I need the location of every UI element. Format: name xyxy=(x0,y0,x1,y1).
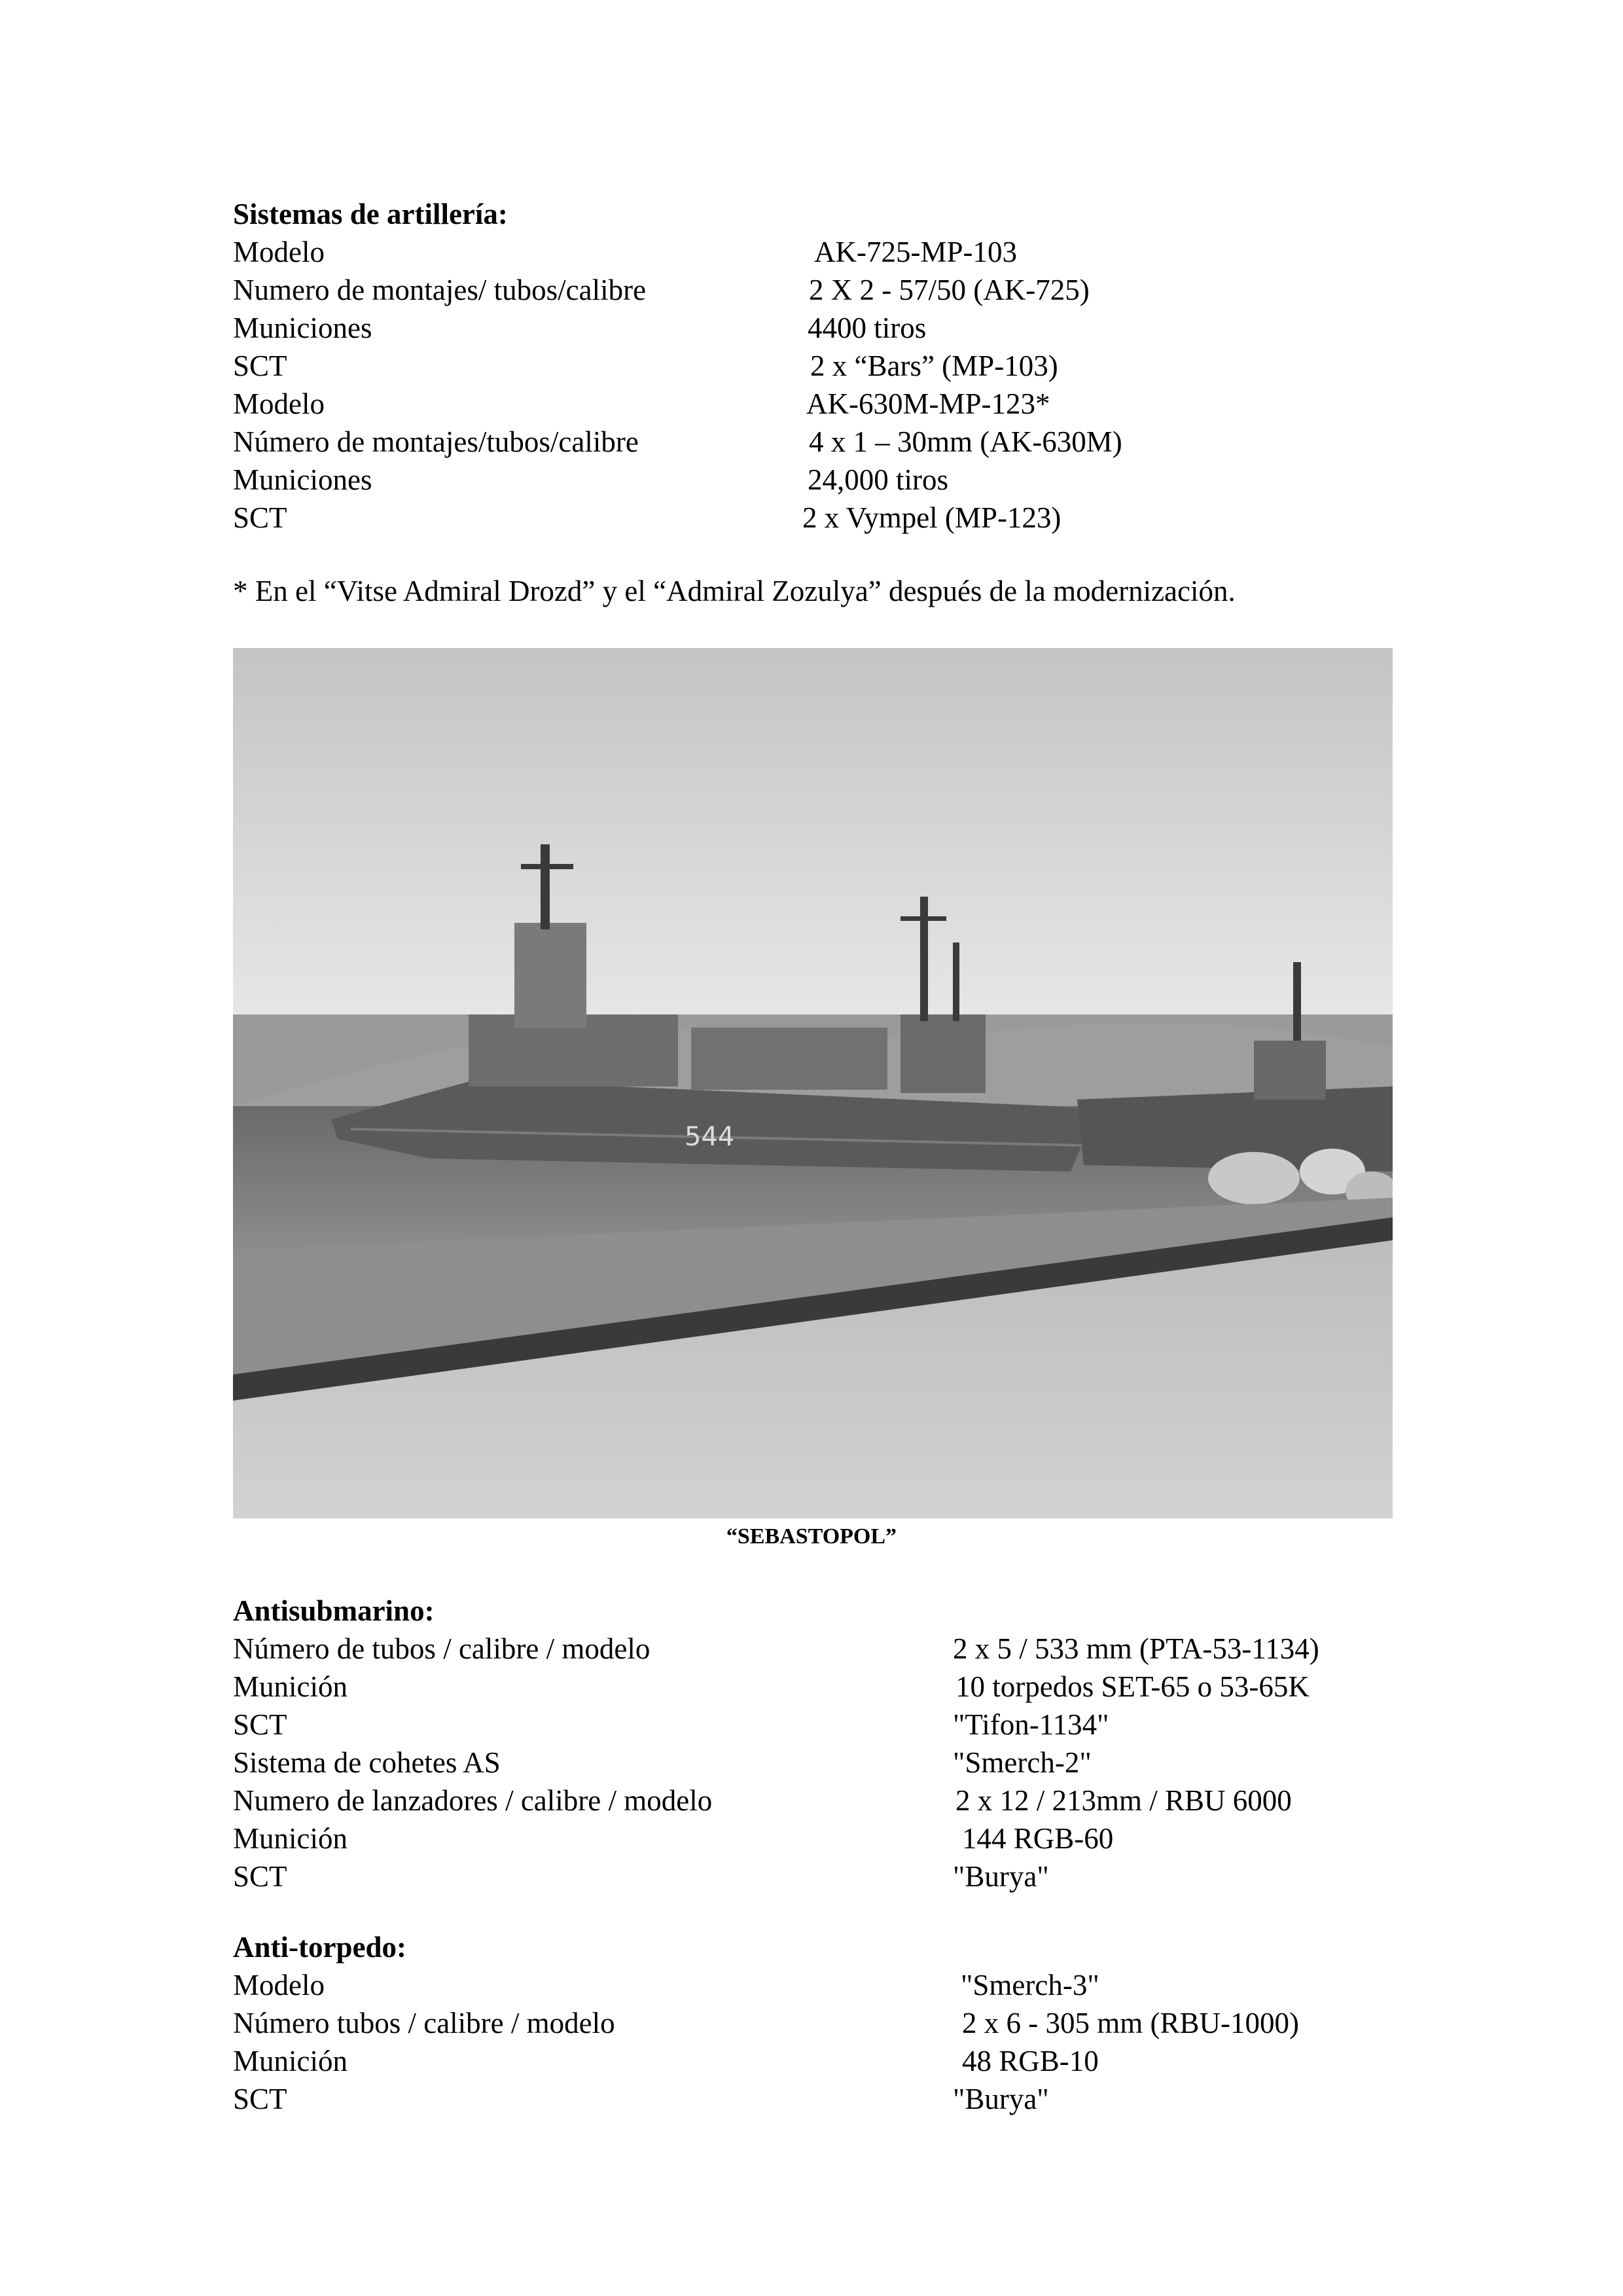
spec-label: SCT xyxy=(233,1860,287,1893)
spec-row xyxy=(233,271,1542,309)
section-heading-artilleria: Sistemas de artillería: xyxy=(233,198,508,230)
spec-row xyxy=(233,385,1542,423)
spec-label: SCT xyxy=(233,2083,287,2115)
spec-value: 4 x 1 – 30mm (AK-630M) xyxy=(809,425,1122,458)
spec-value: "Burya" xyxy=(953,1860,1049,1893)
spec-label: Número de montajes/tubos/calibre xyxy=(233,425,639,458)
spec-row xyxy=(233,1857,1542,1895)
spec-value: "Tifon-1134" xyxy=(953,1708,1109,1741)
spec-label: Número tubos / calibre / modelo xyxy=(233,2007,615,2039)
section-heading-antisubmarino: Antisubmarino: xyxy=(233,1594,435,1627)
spec-row xyxy=(233,1668,1542,1706)
spec-row xyxy=(233,1744,1542,1782)
spec-label: Sistema de cohetes AS xyxy=(233,1746,501,1779)
spec-value: 2 x 6 - 305 mm (RBU-1000) xyxy=(962,2007,1299,2039)
spec-label: Municiones xyxy=(233,463,372,496)
spec-row xyxy=(233,347,1542,385)
spec-value: 2 x 5 / 533 mm (PTA-53-1134) xyxy=(953,1632,1319,1665)
spec-label: Modelo xyxy=(233,236,325,268)
spec-row xyxy=(233,1820,1542,1857)
spec-label: Modelo xyxy=(233,387,325,420)
spec-label: SCT xyxy=(233,501,287,534)
ship-photo xyxy=(233,648,1393,1518)
spec-label: Numero de lanzadores / calibre / modelo xyxy=(233,1784,713,1817)
spec-value: "Burya" xyxy=(953,2083,1049,2115)
spec-label: Municiones xyxy=(233,312,372,344)
spec-value: 10 torpedos SET-65 o 53-65K xyxy=(955,1670,1310,1703)
hull-number: 544 xyxy=(685,1122,735,1152)
spec-row xyxy=(233,423,1542,461)
spec-row xyxy=(233,2080,1542,2118)
section-heading-antitorpedo: Anti-torpedo: xyxy=(233,1931,406,1964)
spec-value: 24,000 tiros xyxy=(808,463,949,496)
spec-row xyxy=(233,461,1542,499)
spec-row xyxy=(233,1782,1542,1820)
spec-row xyxy=(233,233,1542,271)
spec-value: 2 x “Bars” (MP-103) xyxy=(810,350,1058,382)
spec-value: 2 X 2 - 57/50 (AK-725) xyxy=(809,274,1090,306)
spec-value: 144 RGB-60 xyxy=(962,1822,1114,1855)
spec-label: Modelo xyxy=(233,1969,325,2001)
spec-value: AK-725-MP-103 xyxy=(814,236,1017,268)
spec-label: Munición xyxy=(233,2045,348,2077)
spec-value: AK-630M-MP-123* xyxy=(806,387,1050,420)
spec-row xyxy=(233,2042,1542,2080)
spec-value: "Smerch-2" xyxy=(953,1746,1092,1779)
spec-value: 48 RGB-10 xyxy=(962,2045,1099,2077)
spec-row xyxy=(233,1966,1542,2004)
spec-row xyxy=(233,499,1542,537)
footnote: * En el “Vitse Admiral Drozd” y el “Admiral Zozulya” después de la modernización. xyxy=(233,575,1236,607)
spec-value: 2 x Vympel (MP-123) xyxy=(802,501,1061,534)
spec-value: "Smerch-3" xyxy=(961,1969,1099,2001)
spec-value: 2 x 12 / 213mm / RBU 6000 xyxy=(955,1784,1292,1817)
spec-label: SCT xyxy=(233,1708,287,1741)
photo-caption: “SEBASTOPOL” xyxy=(726,1524,897,1549)
spec-row xyxy=(233,309,1542,347)
spec-label: SCT xyxy=(233,350,287,382)
spec-label: Número de tubos / calibre / modelo xyxy=(233,1632,651,1665)
spec-label: Munición xyxy=(233,1670,348,1703)
spec-row xyxy=(233,2004,1542,2042)
spec-label: Munición xyxy=(233,1822,348,1855)
spec-value: 4400 tiros xyxy=(808,312,927,344)
spec-row xyxy=(233,1706,1542,1744)
spec-label: Numero de montajes/ tubos/calibre xyxy=(233,274,647,306)
spec-row xyxy=(233,1630,1542,1668)
